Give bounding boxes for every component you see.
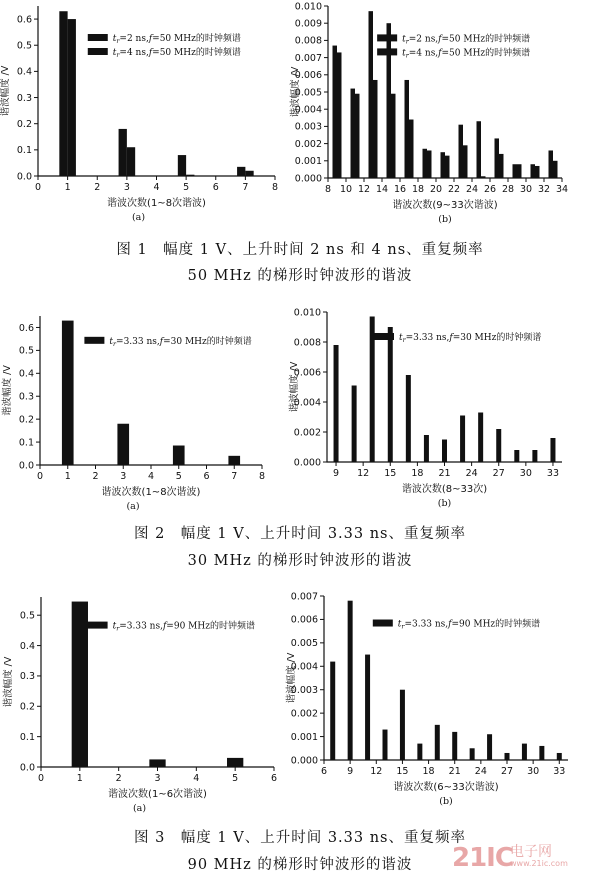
sub-figure-label: (a) xyxy=(126,501,140,512)
x-axis-label: 谐波次数(1~8次谐波) xyxy=(101,487,201,498)
sub-figure-label: (b) xyxy=(438,214,452,225)
y-tick-label: 0.5 xyxy=(18,345,34,357)
x-tick-label: 20 xyxy=(429,184,443,195)
y-tick-label: 0.005 xyxy=(290,638,318,650)
x-tick-label: 34 xyxy=(555,184,569,195)
fig1-caption-line2: 50 MHz 的梯形时钟波形的谐波 xyxy=(187,268,413,284)
y-tick-label: 0.0 xyxy=(16,171,32,183)
legend-label: $t_r=2$ ns,f=50 MHz的时钟频谱 xyxy=(112,34,241,45)
x-tick-label: 4 xyxy=(193,773,200,784)
bar xyxy=(417,744,422,760)
sub-figure-label: (b) xyxy=(437,498,452,509)
x-tick-label: 24 xyxy=(465,184,479,195)
legend-label: $t_r=3.33$ ns,f=30 MHz的时钟频谱 xyxy=(109,336,252,348)
fig3-caption-line1: 图 3 幅度 1 V、上升时间 3.33 ns、重复频率 xyxy=(133,830,467,846)
y-tick-label: 0.6 xyxy=(18,322,34,334)
y-axis-label: 谐波幅度 /V xyxy=(0,65,11,117)
x-tick-label: 21 xyxy=(438,468,451,479)
site-watermark xyxy=(452,843,592,873)
x-tick-label: 32 xyxy=(537,184,551,195)
y-tick-label: 0.007 xyxy=(290,591,318,603)
x-tick-label: 2 xyxy=(115,773,122,784)
y-tick-label: 0.2 xyxy=(19,701,35,713)
bar xyxy=(470,748,475,760)
x-tick-label: 10 xyxy=(339,184,353,195)
x-tick-label: 18 xyxy=(411,184,425,195)
x-tick-label: 8 xyxy=(271,182,279,193)
x-tick-label: 9 xyxy=(333,468,340,479)
x-tick-label: 0 xyxy=(34,182,42,193)
legend-label: $t_r=3.33$ ns,f=90 MHz的时钟频谱 xyxy=(397,619,541,631)
x-tick-label: 28 xyxy=(501,184,515,195)
x-tick-label: 4 xyxy=(147,471,155,482)
fig2-caption-line2: 30 MHz 的梯形时钟波形的谐波 xyxy=(187,553,413,569)
y-tick-label: 0.010 xyxy=(293,307,321,319)
x-tick-label: 12 xyxy=(370,766,383,777)
fig2-caption-line1: 图 2 幅度 1 V、上升时间 3.33 ns、重复频率 xyxy=(133,526,467,542)
x-tick-label: 5 xyxy=(232,773,239,784)
x-tick-label: 4 xyxy=(153,182,160,193)
x-tick-label: 7 xyxy=(231,471,238,482)
y-tick-label: 0.4 xyxy=(18,368,34,380)
x-axis-label: 谐波次数(6~33次谐波) xyxy=(393,782,499,793)
x-tick-label: 12 xyxy=(357,468,370,479)
x-tick-label: 24 xyxy=(474,766,487,777)
legend-label: $t_r=3.33$ ns,f=90 MHz的时钟频谱 xyxy=(112,621,255,633)
y-tick-label: 0.004 xyxy=(293,397,321,409)
x-tick-label: 2 xyxy=(92,471,99,482)
bar xyxy=(330,662,335,760)
x-tick-label: 6 xyxy=(203,471,210,482)
y-axis-label: 谐波幅度 /V xyxy=(289,361,300,413)
x-tick-label: 18 xyxy=(411,468,424,479)
y-axis-label: 谐波幅度 /V xyxy=(286,652,297,704)
x-tick-label: 12 xyxy=(357,184,371,195)
x-tick-label: 15 xyxy=(396,766,409,777)
x-tick-label: 33 xyxy=(546,468,560,479)
x-axis-label: 谐波次数(8~33次) xyxy=(401,484,488,495)
watermark-logo: 21IC xyxy=(452,843,513,873)
x-tick-label: 5 xyxy=(175,471,182,482)
y-tick-label: 0.000 xyxy=(290,755,318,767)
x-axis-label: 谐波次数(1~6次谐波) xyxy=(108,789,207,800)
y-tick-label: 0.5 xyxy=(16,40,32,52)
y-tick-label: 0.5 xyxy=(19,610,35,622)
x-tick-label: 18 xyxy=(422,766,435,777)
sub-figure-label: (a) xyxy=(131,212,146,223)
x-tick-label: 7 xyxy=(242,182,249,193)
y-tick-label: 0.6 xyxy=(16,14,32,26)
y-tick-label: 0.005 xyxy=(294,87,322,99)
bar xyxy=(348,601,353,760)
y-tick-label: 0.4 xyxy=(16,66,32,78)
y-tick-label: 0.008 xyxy=(293,337,321,349)
y-tick-label: 0.006 xyxy=(293,367,321,379)
y-tick-label: 0.004 xyxy=(294,104,322,116)
x-tick-label: 0 xyxy=(37,773,45,784)
y-axis-label: 谐波幅度 /V xyxy=(3,656,14,708)
y-tick-label: 0.2 xyxy=(16,118,32,130)
y-tick-label: 0.010 xyxy=(294,1,322,13)
x-tick-label: 15 xyxy=(384,468,397,479)
legend-label: $t_r=4$ ns,f=50 MHz的时钟频谱 xyxy=(112,48,241,59)
watermark-url: www.21ic.com xyxy=(510,859,568,868)
x-tick-label: 30 xyxy=(519,184,533,195)
x-tick-label: 0 xyxy=(36,471,44,482)
y-tick-label: 0.004 xyxy=(290,661,318,673)
x-tick-label: 21 xyxy=(448,766,461,777)
y-tick-label: 0.0 xyxy=(18,460,34,472)
y-axis-label: 谐波幅度 /V xyxy=(290,66,301,118)
y-axis-label: 谐波幅度 /V xyxy=(2,365,13,416)
y-tick-label: 0.001 xyxy=(294,156,322,168)
y-tick-label: 0.008 xyxy=(294,35,322,47)
y-tick-label: 0.1 xyxy=(18,437,34,449)
fig3-caption-line2: 90 MHz 的梯形时钟波形的谐波 xyxy=(187,857,413,873)
y-tick-label: 0.009 xyxy=(294,18,322,30)
x-tick-label: 16 xyxy=(393,184,407,195)
y-tick-label: 0.002 xyxy=(293,427,321,439)
bar xyxy=(400,690,405,760)
x-tick-label: 27 xyxy=(500,766,514,777)
x-tick-label: 30 xyxy=(519,468,532,479)
y-tick-label: 0.006 xyxy=(294,70,322,82)
legend-swatch xyxy=(373,620,393,627)
legend-label: $t_r=3.33$ ns,f=30 MHz的时钟频谱 xyxy=(399,333,542,344)
y-tick-label: 0.1 xyxy=(16,145,32,157)
bar xyxy=(522,744,527,760)
y-tick-label: 0.3 xyxy=(19,671,35,683)
x-axis-label: 谐波次数(9~33次谐波) xyxy=(392,200,498,211)
x-tick-label: 6 xyxy=(320,766,328,777)
sub-figure-label: (a) xyxy=(132,803,147,814)
y-tick-label: 0.000 xyxy=(293,457,321,469)
x-tick-label: 3 xyxy=(154,773,161,784)
x-tick-label: 33 xyxy=(553,766,566,777)
fig1-caption-line1: 图 1 幅度 1 V、上升时间 2 ns 和 4 ns、重复频率 xyxy=(116,242,484,258)
x-tick-label: 30 xyxy=(527,766,540,777)
x-tick-label: 6 xyxy=(270,773,278,784)
x-tick-label: 1 xyxy=(64,471,71,482)
y-tick-label: 0.3 xyxy=(18,391,34,403)
y-tick-label: 0.007 xyxy=(294,52,322,64)
y-tick-label: 0.003 xyxy=(290,685,318,697)
x-tick-label: 27 xyxy=(492,468,505,479)
bar xyxy=(383,730,388,760)
legend-label: $t_r=4$ ns,f=50 MHz的时钟频谱 xyxy=(402,48,531,60)
watermark-cn: 电子网 xyxy=(510,844,552,860)
x-tick-label: 8 xyxy=(258,471,266,482)
y-tick-label: 0.003 xyxy=(294,121,322,133)
x-tick-label: 3 xyxy=(123,182,130,193)
y-tick-label: 0.002 xyxy=(294,138,322,150)
y-tick-label: 0.4 xyxy=(19,640,35,652)
y-tick-label: 0.002 xyxy=(290,708,318,720)
bar xyxy=(557,753,562,760)
x-tick-label: 9 xyxy=(347,766,354,777)
x-tick-label: 14 xyxy=(375,184,389,195)
y-tick-label: 0.1 xyxy=(19,731,35,743)
bar xyxy=(539,746,544,760)
x-tick-label: 3 xyxy=(120,471,127,482)
sub-figure-label: (b) xyxy=(439,796,453,807)
bar xyxy=(365,655,370,760)
y-tick-label: 0.3 xyxy=(16,92,32,104)
y-tick-label: 0.0 xyxy=(19,762,35,774)
y-tick-label: 0.000 xyxy=(294,173,322,185)
y-tick-label: 0.001 xyxy=(290,731,318,743)
bar xyxy=(505,753,510,760)
x-tick-label: 6 xyxy=(212,182,219,193)
x-tick-label: 24 xyxy=(465,468,478,479)
x-tick-label: 8 xyxy=(324,184,332,195)
y-tick-label: 0.2 xyxy=(18,414,34,426)
x-tick-label: 22 xyxy=(447,184,461,195)
bar xyxy=(435,725,440,760)
bar xyxy=(452,732,457,760)
x-tick-label: 1 xyxy=(64,182,71,193)
x-axis-label: 谐波次数(1~8次谐波) xyxy=(107,198,206,209)
x-tick-label: 2 xyxy=(94,182,101,193)
y-tick-label: 0.006 xyxy=(290,614,318,626)
legend-label: $t_r=2$ ns,f=50 MHz的时钟频谱 xyxy=(402,34,531,46)
x-tick-label: 26 xyxy=(483,184,497,195)
x-tick-label: 1 xyxy=(76,773,83,784)
x-tick-label: 5 xyxy=(183,182,190,193)
bar xyxy=(487,734,492,760)
